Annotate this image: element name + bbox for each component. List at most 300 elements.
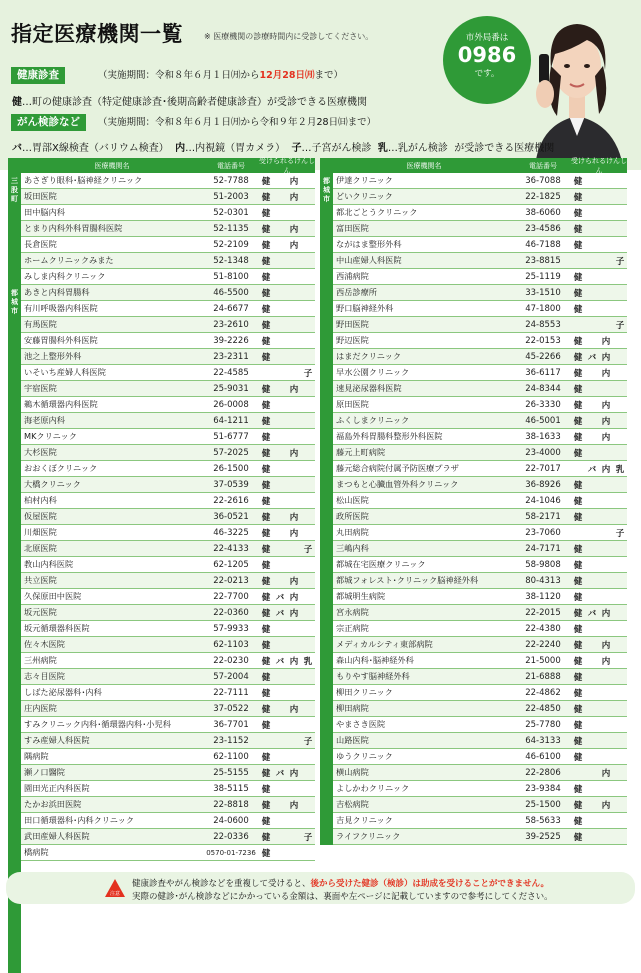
check-mark: 健 xyxy=(573,448,583,459)
facility-phone: 39-2226 xyxy=(213,335,249,346)
gan-description: バ…胃部X線検査（バリウム検査） 内…内視鏡（胃カメラ） 子…子宮がん検診 乳…乳がん検診 が受診できる医療機関 xyxy=(12,143,555,154)
facility-name: 瀬ノ口醫院 xyxy=(24,767,65,777)
header-checks: 受けられるけんしん xyxy=(259,156,315,175)
table-row xyxy=(320,509,627,525)
facility-name: よしかわクリニック xyxy=(336,783,410,793)
facility-name: 伊達クリニック xyxy=(336,175,393,185)
check-mark: 内 xyxy=(289,528,299,539)
facility-phone: 23-2311 xyxy=(213,351,249,362)
facility-name: 大橋クリニック xyxy=(24,479,81,489)
region-band: 都 城 市 xyxy=(320,173,333,845)
facility-phone: 57-2025 xyxy=(213,447,249,458)
table-row xyxy=(320,477,627,493)
table-row xyxy=(320,589,627,605)
check-mark: 内 xyxy=(289,592,299,603)
table-row xyxy=(320,301,627,317)
check-mark: 健 xyxy=(261,816,271,827)
facility-phone: 23-4000 xyxy=(525,447,561,458)
facility-phone: 22-2616 xyxy=(213,495,249,506)
table-row xyxy=(320,621,627,637)
check-mark: 健 xyxy=(573,416,583,427)
area-code-number: 0986 xyxy=(457,43,517,67)
facility-phone: 23-2610 xyxy=(213,319,249,330)
check-mark: 健 xyxy=(573,832,583,843)
check-mark: 健 xyxy=(573,304,583,315)
check-mark: 健 xyxy=(573,400,583,411)
check-mark: 健 xyxy=(261,176,271,187)
check-mark: 内 xyxy=(289,448,299,459)
facility-phone: 62-1205 xyxy=(213,559,249,570)
check-mark: 内 xyxy=(601,416,611,427)
facility-name: ふくしまクリニック xyxy=(336,415,410,425)
facility-phone: 25-1500 xyxy=(525,799,561,810)
check-mark: バ xyxy=(275,656,285,667)
check-mark: バ xyxy=(587,608,597,619)
facility-name: 柳田クリニック xyxy=(336,687,393,697)
facility-name: 三州病院 xyxy=(24,655,57,665)
facility-phone: 26-1500 xyxy=(213,463,249,474)
facility-name: どいクリニック xyxy=(336,191,393,201)
table-row xyxy=(320,653,627,669)
footer-line-2: 実際の健診･がん検診などにかかっている金額は、裏面や左ページに記載していますので参考にしてください。 xyxy=(132,892,553,902)
facility-name: 宇宿医院 xyxy=(24,383,57,393)
check-mark: 健 xyxy=(573,656,583,667)
check-mark: 内 xyxy=(601,768,611,779)
header-checks: 受けられるけんしん xyxy=(571,156,627,175)
check-mark: 健 xyxy=(573,576,583,587)
header-name: 医療機関名 xyxy=(406,161,442,170)
table-row xyxy=(8,285,315,301)
check-mark: 健 xyxy=(261,400,271,411)
facility-name: 大杉医院 xyxy=(24,447,57,457)
check-mark: バ xyxy=(275,608,285,619)
check-mark: 内 xyxy=(289,192,299,203)
facility-phone: 37-0539 xyxy=(213,479,249,490)
check-mark: 内 xyxy=(601,336,611,347)
check-mark: 健 xyxy=(261,192,271,203)
table-row xyxy=(320,765,627,781)
table-row xyxy=(320,541,627,557)
facility-name: 藤元総合病院付属予防医療プラザ xyxy=(336,463,459,473)
facility-phone: 58-5633 xyxy=(525,815,561,826)
table-row xyxy=(8,221,315,237)
facility-phone: 22-4380 xyxy=(525,623,561,634)
check-mark: 内 xyxy=(289,768,299,779)
check-mark: 健 xyxy=(573,736,583,747)
facility-name: 坂田医院 xyxy=(24,191,57,201)
table-row xyxy=(8,653,315,669)
facility-name: 都城在宅医療クリニック xyxy=(336,559,426,569)
check-mark: 健 xyxy=(573,688,583,699)
table-row xyxy=(8,621,315,637)
table-row xyxy=(8,509,315,525)
facility-name: 野口脳神経外科 xyxy=(336,303,394,313)
table-row xyxy=(320,173,627,189)
facility-name: 坂元循環器科医院 xyxy=(24,623,90,633)
check-mark: 健 xyxy=(573,176,583,187)
check-mark: 健 xyxy=(261,512,271,523)
table-row xyxy=(320,733,627,749)
table-row xyxy=(320,813,627,829)
check-mark: 内 xyxy=(289,512,299,523)
facility-phone: 22-0336 xyxy=(213,831,249,842)
facility-name: 有馬医院 xyxy=(24,319,57,329)
facility-phone: 26-0008 xyxy=(213,399,249,410)
header-name: 医療機関名 xyxy=(94,161,130,170)
check-mark: 内 xyxy=(601,608,611,619)
table-row xyxy=(8,317,315,333)
facility-phone: 22-2015 xyxy=(525,607,561,618)
facility-phone: 47-1800 xyxy=(525,303,561,314)
check-mark: 健 xyxy=(261,608,271,619)
check-mark: 健 xyxy=(261,208,271,219)
table-row xyxy=(8,589,315,605)
facility-name: 柳田病院 xyxy=(336,703,369,713)
facility-phone: 22-7111 xyxy=(213,687,249,698)
table-row xyxy=(8,717,315,733)
check-mark: 子 xyxy=(615,256,625,267)
check-mark: 健 xyxy=(261,432,271,443)
facility-phone: 36-7088 xyxy=(525,175,561,186)
table-row xyxy=(320,669,627,685)
facility-phone: 45-2266 xyxy=(525,351,561,362)
check-mark: 健 xyxy=(573,784,583,795)
facility-phone: 24-8344 xyxy=(525,383,561,394)
facility-phone: 58-2171 xyxy=(525,511,561,522)
check-mark: 健 xyxy=(261,544,271,555)
check-mark: 内 xyxy=(601,800,611,811)
check-mark: 健 xyxy=(573,368,583,379)
check-mark: 健 xyxy=(261,560,271,571)
facility-phone: 22-0213 xyxy=(213,575,249,586)
table-row xyxy=(320,397,627,413)
table-row xyxy=(8,557,315,573)
facility-phone: 22-7017 xyxy=(525,463,561,474)
facility-name: 西浦病院 xyxy=(336,271,369,281)
table-row xyxy=(320,493,627,509)
table-row xyxy=(320,365,627,381)
header-phone: 電話番号 xyxy=(217,161,245,170)
facility-name: 中山産婦人科医院 xyxy=(336,255,402,265)
facility-phone: 21-6888 xyxy=(525,671,561,682)
table-row xyxy=(8,365,315,381)
check-mark: 内 xyxy=(601,368,611,379)
table-row xyxy=(8,637,315,653)
area-code-prefix: 市外局番は xyxy=(465,33,509,43)
facility-phone: 46-3225 xyxy=(213,527,249,538)
table-row xyxy=(8,813,315,829)
check-mark: 健 xyxy=(573,544,583,555)
facility-name: 都城フォレスト･クリニック脳神経外科 xyxy=(336,575,479,585)
check-mark: 健 xyxy=(573,816,583,827)
check-mark: 健 xyxy=(573,800,583,811)
facility-name: 早水公園クリニック xyxy=(336,367,410,377)
check-mark: 健 xyxy=(261,416,271,427)
kenko-period: （実施期間：令和８年６月１日㈪から12月28日㈪まで） xyxy=(98,70,343,81)
facility-name: 政所医院 xyxy=(336,511,369,521)
check-mark: 健 xyxy=(573,480,583,491)
check-mark: 健 xyxy=(573,496,583,507)
facility-name: たかお浜田医院 xyxy=(24,799,82,809)
check-mark: 子 xyxy=(303,736,313,747)
facility-phone: 46-6100 xyxy=(525,751,561,762)
table-header xyxy=(8,158,315,173)
facility-phone: 22-0153 xyxy=(525,335,561,346)
table-row xyxy=(8,173,315,189)
table-row xyxy=(320,637,627,653)
facility-name: 志々目医院 xyxy=(24,671,65,681)
facility-phone: 64-1211 xyxy=(213,415,249,426)
check-mark: 健 xyxy=(261,528,271,539)
table-row xyxy=(8,765,315,781)
table-row xyxy=(8,669,315,685)
table-row xyxy=(320,461,627,477)
table-row xyxy=(320,685,627,701)
facility-phone: 22-4133 xyxy=(213,543,249,554)
check-mark: 健 xyxy=(261,688,271,699)
table-row xyxy=(8,349,315,365)
table-row xyxy=(8,205,315,221)
facility-phone: 52-7788 xyxy=(213,175,249,186)
table-row xyxy=(320,429,627,445)
check-mark: バ xyxy=(275,768,285,779)
facility-name: 宮永病院 xyxy=(336,607,369,617)
facility-name: とまり内科外科胃腸科医院 xyxy=(24,223,123,233)
table-row xyxy=(8,829,315,845)
facility-name: まつもと心臓血管外科クリニック xyxy=(336,479,459,489)
facility-phone: 24-1046 xyxy=(525,495,561,506)
check-mark: 健 xyxy=(261,656,271,667)
facility-phone: 24-6677 xyxy=(213,303,249,314)
table-row xyxy=(320,237,627,253)
left-facility-table xyxy=(8,158,315,861)
facility-phone: 23-8815 xyxy=(525,255,561,266)
facility-name: みしま内科クリニック xyxy=(24,271,106,281)
facility-name: ゆうクリニック xyxy=(336,751,393,761)
table-row xyxy=(8,429,315,445)
check-mark: 内 xyxy=(601,432,611,443)
facility-name: すみクリニック内科･循環器内科･小児科 xyxy=(24,719,171,729)
check-mark: 健 xyxy=(573,384,583,395)
facility-phone: 22-8818 xyxy=(213,799,249,810)
facility-name: 野田医院 xyxy=(336,319,369,329)
facility-name: 柏村内科 xyxy=(24,495,57,505)
table-row xyxy=(320,221,627,237)
check-mark: 健 xyxy=(573,704,583,715)
check-mark: 子 xyxy=(303,368,313,379)
check-mark: 内 xyxy=(289,240,299,251)
facility-name: 宗正病院 xyxy=(336,623,369,633)
check-mark: 健 xyxy=(261,752,271,763)
facility-name: 長倉医院 xyxy=(24,239,57,249)
facility-name: 三嶋内科 xyxy=(336,543,369,553)
facility-phone: 57-9933 xyxy=(213,623,249,634)
facility-phone: 64-3133 xyxy=(525,735,561,746)
facility-name: 野辺医院 xyxy=(336,335,369,345)
table-row xyxy=(8,189,315,205)
check-mark: 健 xyxy=(261,672,271,683)
check-mark: 健 xyxy=(261,448,271,459)
facility-name: 福島外科胃腸科整形外科医院 xyxy=(336,431,443,441)
facility-name: はまだクリニック xyxy=(336,351,402,361)
check-mark: 健 xyxy=(261,592,271,603)
table-body xyxy=(320,173,627,845)
facility-phone: 52-2109 xyxy=(213,239,249,250)
facility-name: 藤元上町病院 xyxy=(336,447,386,457)
check-mark: 健 xyxy=(261,576,271,587)
table-row xyxy=(320,525,627,541)
table-row xyxy=(320,573,627,589)
facility-phone: 57-2004 xyxy=(213,671,249,682)
table-row xyxy=(8,413,315,429)
facility-name: 鵜木循環器内科医院 xyxy=(24,399,98,409)
facility-phone: 22-0230 xyxy=(213,655,249,666)
check-mark: 健 xyxy=(573,512,583,523)
facility-phone: 80-4313 xyxy=(525,575,561,586)
table-row xyxy=(320,605,627,621)
check-mark: 内 xyxy=(289,384,299,395)
facility-phone: 51-2003 xyxy=(213,191,249,202)
facility-name: 丸田病院 xyxy=(336,527,369,537)
facility-phone: 24-7171 xyxy=(525,543,561,554)
facility-name: あさぎり眼科･脳神経クリニック xyxy=(24,175,143,185)
check-mark: 健 xyxy=(261,256,271,267)
table-row xyxy=(320,205,627,221)
facility-name: 富田医院 xyxy=(336,223,369,233)
check-mark: 健 xyxy=(573,624,583,635)
check-mark: 健 xyxy=(573,560,583,571)
check-mark: 乳 xyxy=(615,464,625,475)
facility-name: 仮屋医院 xyxy=(24,511,57,521)
facility-name: 山路医院 xyxy=(336,735,369,745)
table-row xyxy=(320,717,627,733)
check-mark: 健 xyxy=(261,464,271,475)
facility-phone: 25-5155 xyxy=(213,767,249,778)
facility-name: 森山内科･脳神経外科 xyxy=(336,655,414,665)
facility-phone: 38-5115 xyxy=(213,783,249,794)
table-row xyxy=(8,333,315,349)
table-row xyxy=(320,413,627,429)
check-mark: 健 xyxy=(261,640,271,651)
check-mark: 子 xyxy=(615,320,625,331)
check-mark: 健 xyxy=(573,272,583,283)
facility-phone: 51-8100 xyxy=(213,271,249,282)
check-mark: 健 xyxy=(573,192,583,203)
check-mark: 健 xyxy=(573,672,583,683)
facility-phone: 22-4585 xyxy=(213,367,249,378)
table-row xyxy=(320,381,627,397)
facility-phone: 58-9808 xyxy=(525,559,561,570)
facility-phone: 38-6060 xyxy=(525,207,561,218)
check-mark: バ xyxy=(587,352,597,363)
table-row xyxy=(8,797,315,813)
header-area xyxy=(0,0,641,170)
check-mark: 健 xyxy=(261,768,271,779)
facility-phone: 39-2525 xyxy=(525,831,561,842)
section-label-gan: がん検診など xyxy=(11,114,86,131)
facility-name: あきと内科胃腸科 xyxy=(24,287,90,297)
check-mark: 内 xyxy=(289,656,299,667)
table-row xyxy=(320,349,627,365)
facility-phone: 22-2806 xyxy=(525,767,561,778)
facility-name: 庄内医院 xyxy=(24,703,57,713)
table-row xyxy=(8,381,315,397)
check-mark: 健 xyxy=(261,304,271,315)
table-row xyxy=(320,445,627,461)
facility-name: しばた泌尿器科･内科 xyxy=(24,687,102,697)
facility-phone: 36-8926 xyxy=(525,479,561,490)
facility-phone: 24-8553 xyxy=(525,319,561,330)
table-row xyxy=(8,733,315,749)
check-mark: 健 xyxy=(261,704,271,715)
table-row xyxy=(320,189,627,205)
check-mark: 内 xyxy=(289,704,299,715)
facility-phone: 36-6117 xyxy=(525,367,561,378)
footer-line-1: 健康診査やがん検診などを重複して受けると、後から受けた健診（検診）は助成を受けることができません。 xyxy=(132,879,550,889)
check-mark: 内 xyxy=(289,800,299,811)
check-mark: 健 xyxy=(261,272,271,283)
facility-phone: 38-1633 xyxy=(525,431,561,442)
check-mark: 健 xyxy=(573,720,583,731)
table-row xyxy=(8,605,315,621)
table-row xyxy=(8,301,315,317)
table-row xyxy=(8,781,315,797)
footer-notice xyxy=(6,872,635,904)
facility-name: 坂元医院 xyxy=(24,607,57,617)
facility-name: 教山内科医院 xyxy=(24,559,74,569)
check-mark: 健 xyxy=(573,208,583,219)
facility-phone: 37-0522 xyxy=(213,703,249,714)
facility-phone: 22-4862 xyxy=(525,687,561,698)
check-mark: 健 xyxy=(573,592,583,603)
facility-phone: 23-7060 xyxy=(525,527,561,538)
warning-icon xyxy=(104,878,126,898)
table-row xyxy=(8,269,315,285)
table-row xyxy=(8,685,315,701)
table-row xyxy=(8,573,315,589)
facility-name: 松山医院 xyxy=(336,495,369,505)
facility-phone: 51-6777 xyxy=(213,431,249,442)
facility-name: もりやす脳神経外科 xyxy=(336,671,410,681)
check-mark: 内 xyxy=(601,464,611,475)
facility-name: 都北ごとうクリニック xyxy=(336,207,418,217)
table-row xyxy=(320,701,627,717)
check-mark: 子 xyxy=(615,528,625,539)
check-mark: 健 xyxy=(573,288,583,299)
title-note: ※ 医療機関の診療時間内に受診してください。 xyxy=(204,32,374,41)
check-mark: 健 xyxy=(573,640,583,651)
table-row xyxy=(8,477,315,493)
gan-period: （実施期間：令和８年６月１日㈪から令和９年２月28日㈰まで） xyxy=(98,117,377,128)
check-mark: 健 xyxy=(573,336,583,347)
facility-phone: 62-1100 xyxy=(213,751,249,762)
check-mark: 内 xyxy=(601,656,611,667)
header-phone: 電話番号 xyxy=(529,161,557,170)
check-mark: 健 xyxy=(573,224,583,235)
facility-name: ホームクリニックみまた xyxy=(24,255,114,265)
check-mark: 健 xyxy=(261,832,271,843)
area-code-suffix: です。 xyxy=(474,69,500,79)
table-row xyxy=(8,397,315,413)
facility-phone: 22-2240 xyxy=(525,639,561,650)
facility-name: 園田光正内科医院 xyxy=(24,783,90,793)
table-row xyxy=(320,749,627,765)
table-row xyxy=(320,253,627,269)
facility-name: 吉見クリニック xyxy=(336,815,393,825)
facility-phone: 38-1120 xyxy=(525,591,561,602)
table-row xyxy=(320,829,627,845)
check-mark: 健 xyxy=(573,432,583,443)
